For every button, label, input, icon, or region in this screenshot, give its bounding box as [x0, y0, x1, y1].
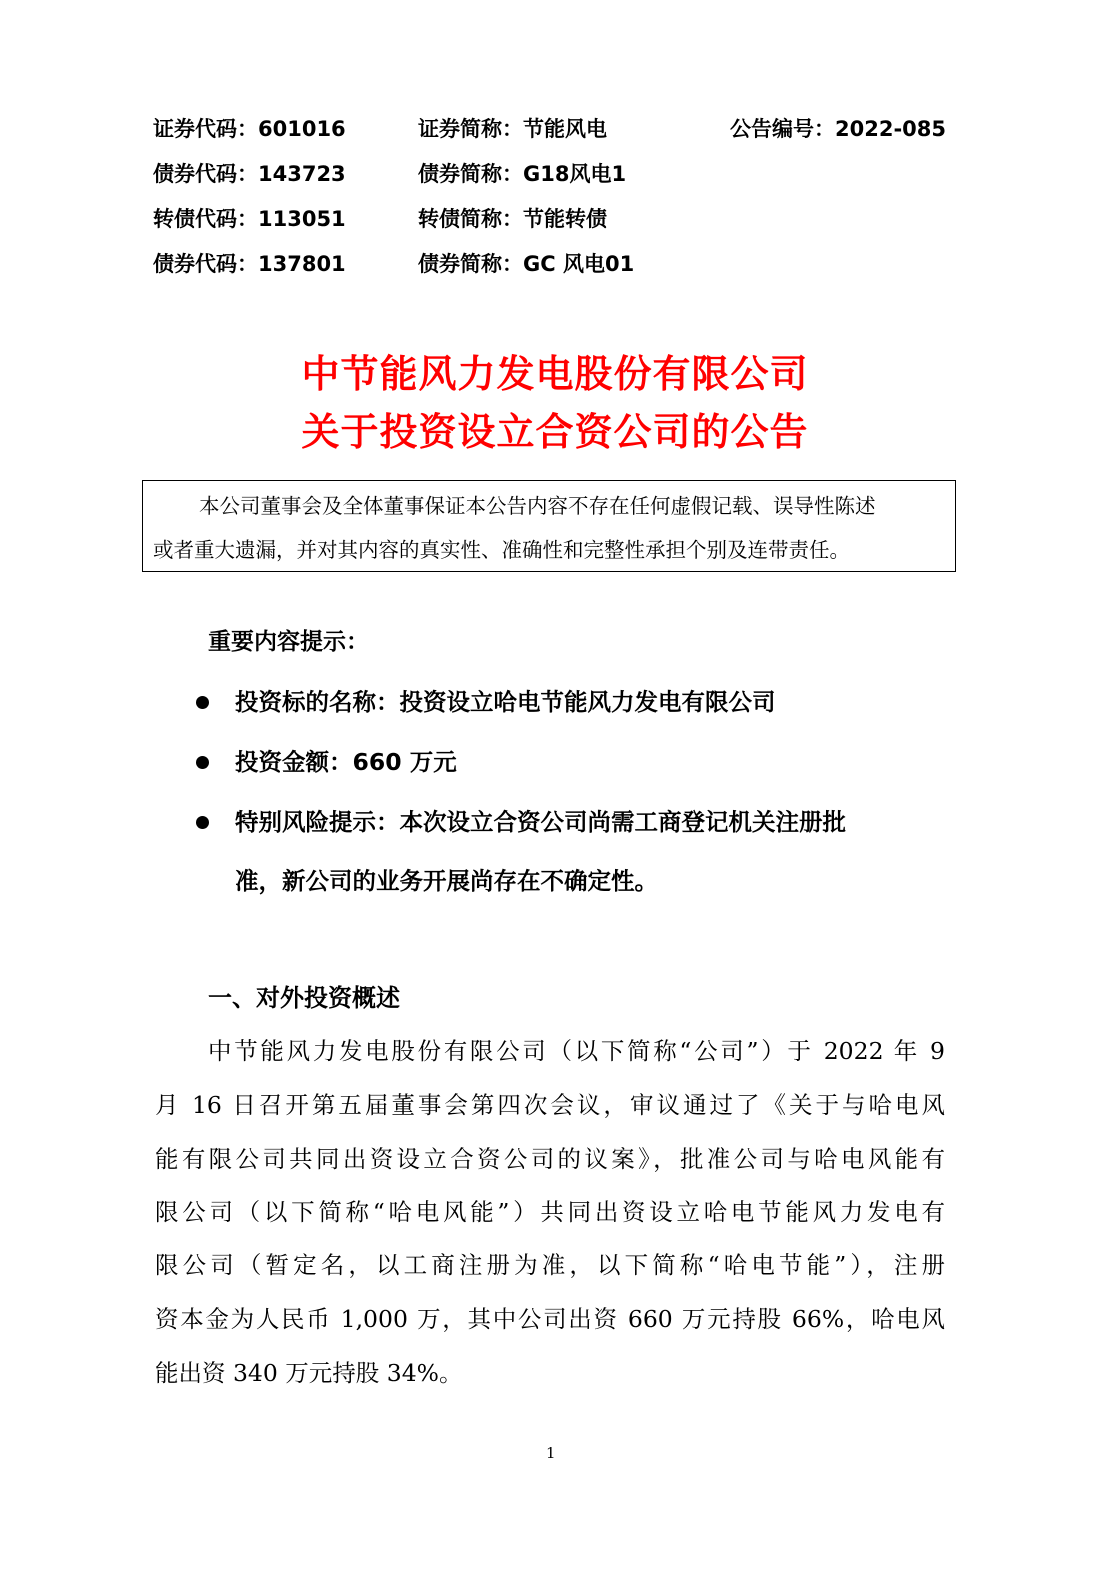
- key-point-investment-amount: 投资金额：660 万元: [235, 748, 457, 776]
- securities-short-name: 证券简称：节能风电: [418, 117, 607, 141]
- convertible-bond-code: 转债代码：113051: [153, 207, 346, 231]
- bond-code-2: 债券代码：137801: [153, 252, 346, 276]
- announcement-title-line1: 中节能风力发电股份有限公司: [301, 352, 809, 396]
- bond-short-name-2: 债券简称：GC 风电01: [418, 252, 635, 276]
- body-line: 限公司（暂定名，以工商注册为准，以下简称“哈电节能”），注册: [155, 1251, 945, 1279]
- announcement-title-line2: 关于投资设立合资公司的公告: [301, 410, 809, 454]
- key-points-heading: 重要内容提示：: [208, 629, 369, 655]
- body-line: 中节能风力发电股份有限公司（以下简称“公司”）于 2022 年 9: [208, 1037, 945, 1065]
- section-heading-investment-overview: 一、对外投资概述: [208, 984, 400, 1012]
- bullet-icon: [196, 696, 209, 709]
- disclaimer-line2: 或者重大遗漏，并对其内容的真实性、准确性和完整性承担个别及连带责任。: [153, 538, 850, 562]
- disclaimer-line1: 本公司董事会及全体董事保证本公告内容不存在任何虚假记载、误导性陈述: [199, 494, 876, 518]
- key-point-risk-warning-cont: 准，新公司的业务开展尚存在不确定性。: [235, 867, 658, 895]
- body-line: 限公司（以下简称“哈电风能”）共同出资设立哈电节能风力发电有: [155, 1198, 945, 1226]
- key-point-risk-warning: 特别风险提示：本次设立合资公司尚需工商登记机关注册批: [235, 808, 846, 836]
- page-number: 1: [546, 1444, 556, 1462]
- body-line: 月 16 日召开第五届董事会第四次会议，审议通过了《关于与哈电风: [155, 1091, 945, 1119]
- announcement-number: 公告编号：2022-085: [730, 117, 946, 141]
- body-line: 能有限公司共同出资设立合资公司的议案》，批准公司与哈电风能有: [155, 1145, 945, 1173]
- bond-code-1: 债券代码：143723: [153, 162, 346, 186]
- bullet-icon: [196, 756, 209, 769]
- securities-code: 证券代码：601016: [153, 117, 346, 141]
- convertible-bond-short-name: 转债简称：节能转债: [418, 207, 607, 231]
- key-point-investment-target: 投资标的名称：投资设立哈电节能风力发电有限公司: [235, 688, 776, 716]
- bond-short-name-1: 债券简称：G18风电1: [418, 162, 627, 186]
- body-line: 资本金为人民币 1,000 万，其中公司出资 660 万元持股 66%，哈电风: [155, 1305, 945, 1333]
- bullet-icon: [196, 816, 209, 829]
- body-line: 能出资 340 万元持股 34%。: [155, 1359, 463, 1387]
